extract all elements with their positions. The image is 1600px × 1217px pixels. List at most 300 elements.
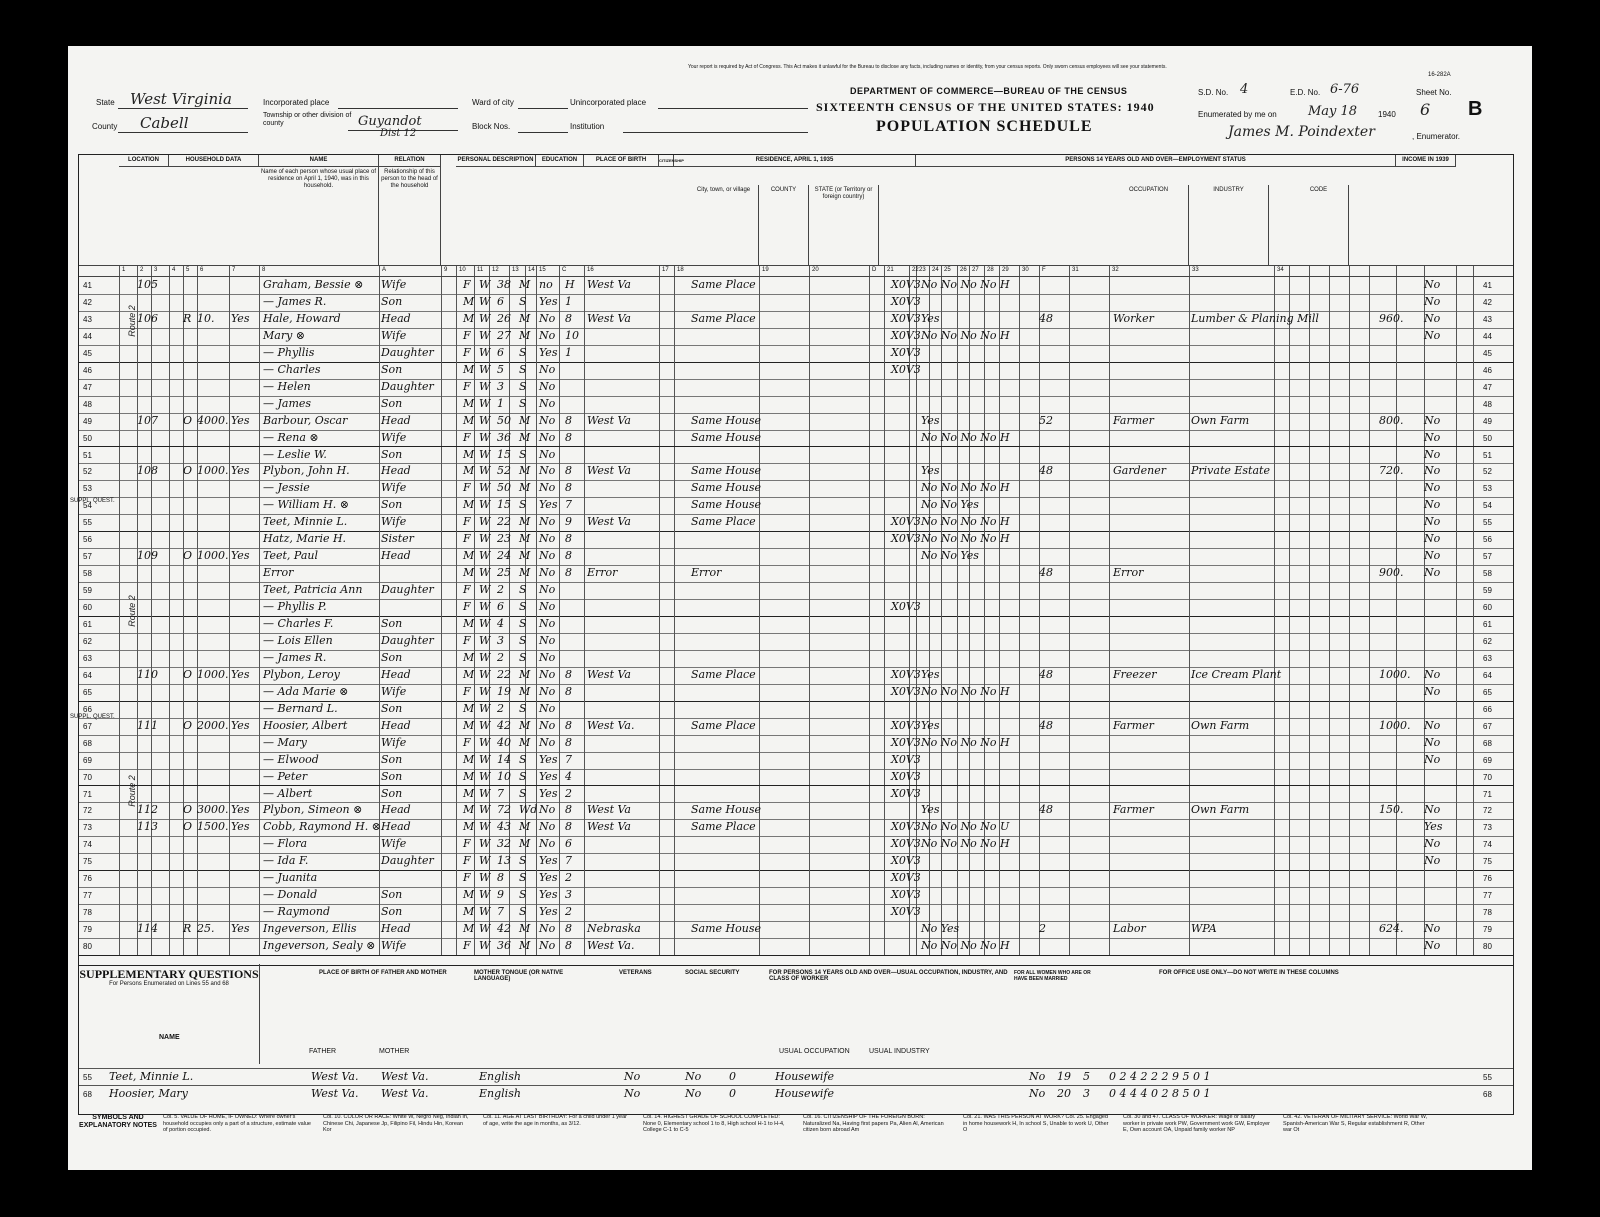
cell-ms: S [519, 396, 527, 410]
cell-birth: West Va [587, 464, 631, 478]
line-right: 53 [1483, 484, 1492, 494]
cell-code: X0V3 [891, 718, 921, 732]
department-title: DEPARTMENT OF COMMERCE—BUREAU OF THE CENSUS [850, 86, 1128, 96]
line-right: 45 [1483, 348, 1492, 358]
cell-sex: M [463, 701, 475, 715]
cell-grade: 10 [565, 328, 579, 342]
cell-sex: F [463, 532, 471, 546]
cell-name: Plybon, John H. [263, 464, 350, 478]
cell-school: No [539, 481, 556, 495]
cell-sex: M [463, 362, 475, 376]
cell-school: Yes [539, 294, 558, 308]
cell-age: 43 [497, 820, 511, 834]
column-number: D [872, 267, 877, 273]
cell-name: — Donald [263, 888, 318, 902]
cell-ms: S [519, 633, 527, 647]
group-education: EDUCATION [536, 155, 584, 167]
cell-age: 24 [497, 549, 511, 563]
cell-line: 67 [83, 721, 92, 731]
township-sub: Dist 12 [380, 128, 417, 139]
supp-cell-ss: No [685, 1070, 702, 1083]
note-veteran: Col. 42. VETERAN OF MILITARY SERVICE: World War W, Spanish-American War S, Regular establishment R, Other war Ot [1283, 1114, 1428, 1133]
cell-school: No [539, 515, 556, 529]
cell-age: 19 [497, 684, 511, 698]
cell-school: Yes [539, 498, 558, 512]
table-row [79, 752, 1513, 770]
cell-code: X0V3 [891, 294, 921, 308]
cell-line: 74 [83, 840, 92, 850]
column-number: 11 [477, 267, 484, 273]
cell-occ: Freezer [1113, 667, 1157, 681]
column-number: 31 [1072, 267, 1079, 273]
cell-sex: F [463, 515, 471, 529]
cell-grade: 8 [565, 311, 572, 325]
cell-name: — James R. [263, 650, 327, 664]
margin-suppl-2: SUPPL. QUEST. [70, 714, 115, 720]
cell-race: W [479, 278, 491, 291]
cell-ms: M [519, 328, 531, 342]
cell-race: W [479, 922, 491, 936]
cell-rel: Son [381, 888, 403, 902]
supp-birth-header: PLACE OF BIRTH OF FATHER AND MOTHER [319, 970, 447, 976]
cell-hours: 48 [1039, 311, 1053, 325]
cell-res: Same Place [691, 820, 756, 834]
cell-line: 64 [83, 670, 92, 680]
cell-age: 14 [497, 752, 511, 766]
cell-res: Same Place [691, 311, 756, 325]
cell-house: 107 [137, 413, 158, 427]
population-table [78, 154, 1514, 966]
sheet-label: Sheet No. [1416, 88, 1452, 97]
cell-line: 58 [83, 569, 92, 579]
cell-line: 73 [83, 823, 92, 833]
cell-emp: No No No No H [921, 328, 1010, 342]
cell-rel: Daughter [381, 345, 434, 359]
cell-race: W [479, 345, 491, 359]
cell-line: 43 [83, 314, 92, 324]
cell-own: O [183, 464, 193, 478]
cell-rel: Head [381, 803, 411, 817]
cell-other: No [1424, 328, 1441, 342]
cell-age: 13 [497, 854, 511, 868]
cell-age: 5 [497, 362, 504, 376]
cell-ind: Own Farm [1191, 413, 1250, 427]
cell-rel: Son [381, 396, 403, 410]
column-number: 29 [1002, 267, 1009, 273]
cell-ind: Lumber & Planing Mill [1191, 311, 1319, 325]
cell-other: No [1424, 532, 1441, 546]
line-right: 75 [1483, 857, 1492, 867]
supplementary-title-box [79, 964, 260, 1064]
table-row [79, 548, 1513, 566]
cell-birth: West Va [587, 515, 631, 529]
cell-rel: Son [381, 294, 403, 308]
supp-cell-tongue: English [479, 1070, 521, 1083]
line-right: 79 [1483, 925, 1492, 935]
cell-name: — Phyllis P. [263, 600, 327, 614]
cell-race: W [479, 515, 491, 529]
cell-grade: 3 [565, 888, 572, 902]
cell-wage: 960. [1379, 311, 1404, 325]
column-number: 25 [944, 267, 951, 273]
cell-res: Same House [691, 922, 761, 936]
cell-line: 68 [83, 738, 92, 748]
cell-race: W [479, 498, 491, 512]
note-race: Col. 10. COLOR OR RACE: White W, Negro Neg, Indian In, Chinese Chi, Japanese Jp, Filipino Fil, Hindu Hin, Korean Kor [323, 1114, 469, 1133]
cell-code: X0V3 [891, 600, 921, 614]
cell-res: Same House [691, 464, 761, 478]
cell-rel: Head [381, 311, 411, 325]
cell-ms: S [519, 447, 527, 461]
cell-ms: S [519, 583, 527, 597]
line-right: 56 [1483, 535, 1492, 545]
cell-code: X0V3 [891, 667, 921, 681]
cell-race: W [479, 718, 491, 732]
enumerator-signature: James M. Poindexter [1228, 124, 1375, 140]
cell-line: 41 [83, 281, 92, 290]
enumerated-label: Enumerated by me on [1198, 110, 1277, 119]
cell-emp: No No No No H [921, 430, 1010, 444]
table-row [79, 786, 1513, 804]
cell-name: — Jessie [263, 481, 310, 495]
cell-school: Yes [539, 888, 558, 902]
table-row [79, 667, 1513, 685]
cell-race: W [479, 905, 491, 919]
cell-birth: West Va. [587, 939, 635, 953]
cell-ms: S [519, 650, 527, 664]
line-right: 66 [1483, 704, 1492, 714]
cell-age: 52 [497, 464, 511, 478]
group-name: NAME [259, 155, 379, 167]
cell-name: Plybon, Simeon ⊗ [263, 803, 363, 817]
group-household: HOUSEHOLD DATA [169, 155, 259, 167]
margin-route-1: Route 2 [126, 305, 137, 337]
column-number: 7 [232, 267, 236, 273]
cell-ms: M [519, 922, 531, 936]
cell-farm: Yes [231, 311, 250, 325]
table-row [79, 480, 1513, 498]
cell-race: W [479, 600, 491, 614]
cell-age: 42 [497, 718, 511, 732]
cell-name: — James R. [263, 294, 327, 308]
cell-age: 9 [497, 888, 504, 902]
cell-own: O [183, 820, 193, 834]
cell-name: Teet, Patricia Ann [263, 583, 363, 597]
cell-rel: Head [381, 549, 411, 563]
cell-name: — Mary [263, 735, 307, 749]
cell-birth: West Va [587, 413, 631, 427]
cell-code: X0V3 [891, 820, 921, 834]
cell-ms: M [519, 820, 531, 834]
cell-val: 1000. [197, 464, 229, 478]
cell-line: 61 [83, 620, 92, 629]
cell-rel: Son [381, 498, 403, 512]
table-row [79, 413, 1513, 431]
supp-cell-ss2: 0 [729, 1070, 736, 1083]
supp-cell-occ: Housewife [775, 1070, 834, 1083]
cell-sex: F [463, 278, 471, 291]
industry-col: INDUSTRY [1189, 185, 1269, 265]
cell-sex: F [463, 854, 471, 868]
cell-occ: Farmer [1113, 413, 1154, 427]
cell-grade: 7 [565, 498, 572, 512]
cell-rel: Wife [381, 939, 407, 953]
cell-house: 114 [137, 922, 158, 936]
cell-birth: West Va [587, 667, 631, 681]
cell-code: X0V3 [891, 311, 921, 325]
supp-mother: MOTHER [379, 1048, 410, 1055]
cell-birth: West Va [587, 820, 631, 834]
cell-name: — Rena ⊗ [263, 430, 319, 444]
cell-ms: S [519, 362, 527, 376]
supp-father: FATHER [309, 1048, 337, 1055]
cell-sex: M [463, 311, 475, 325]
cell-line: 63 [83, 653, 92, 663]
cell-ms: S [519, 294, 527, 308]
cell-name: Ingeverson, Sealy ⊗ [263, 939, 376, 953]
line-right: 61 [1483, 620, 1492, 629]
cell-name: — Ada Marie ⊗ [263, 684, 349, 698]
cell-race: W [479, 362, 491, 376]
table-row [79, 396, 1513, 414]
column-number: 15 [539, 267, 546, 273]
cell-res: Same House [691, 498, 761, 512]
cell-name: — Albert [263, 786, 313, 800]
cell-school: No [539, 362, 556, 376]
cell-rel: Son [381, 752, 403, 766]
cell-name: — Peter [263, 769, 308, 783]
cell-sex: M [463, 922, 475, 936]
supp-cell-name: Hoosier, Mary [109, 1087, 188, 1100]
cell-res: Same Place [691, 718, 756, 732]
cell-occ: Worker [1113, 311, 1154, 325]
line-right: 52 [1483, 467, 1492, 477]
supp-cell-father: West Va. [311, 1070, 359, 1083]
cell-age: 6 [497, 294, 504, 308]
cell-hours: 48 [1039, 667, 1053, 681]
line-right: 42 [1483, 297, 1492, 307]
column-number: 16 [587, 267, 594, 273]
cell-farm: Yes [231, 922, 250, 936]
margin-route-3: Route 2 [126, 775, 137, 807]
cell-race: W [479, 667, 491, 681]
column-number: 17 [662, 267, 669, 273]
cell-emp: Yes [921, 718, 940, 732]
cell-name: — Ida F. [263, 854, 309, 868]
cell-sex: F [463, 481, 471, 495]
cell-val: 3000. [197, 803, 229, 817]
table-row [79, 650, 1513, 668]
supp-cell-kids: 3 [1083, 1087, 1090, 1100]
township-label: Township or other division of county [263, 112, 352, 127]
cell-hours: 2 [1039, 922, 1046, 936]
cell-own: O [183, 718, 193, 732]
cell-age: 42 [497, 922, 511, 936]
cell-other: No [1424, 515, 1441, 529]
cell-other: No [1424, 311, 1441, 325]
cell-race: W [479, 820, 491, 834]
enumerator-label: , Enumerator. [1412, 132, 1461, 141]
cell-ms: Wd [519, 803, 538, 817]
cell-grade: 1 [565, 294, 572, 308]
cell-race: W [479, 464, 491, 478]
cell-code: X0V3 [891, 328, 921, 342]
supp-office: FOR OFFICE USE ONLY—DO NOT WRITE IN THESE COLUMNS [1159, 970, 1339, 976]
cell-school: No [539, 803, 556, 817]
line-right: 67 [1483, 721, 1492, 731]
column-number: 28 [987, 267, 994, 273]
cell-rel: Head [381, 464, 411, 478]
column-number: 20 [812, 267, 819, 273]
cell-school: No [539, 566, 556, 580]
cell-school: No [539, 600, 556, 614]
cell-sex: M [463, 447, 475, 461]
line-right: 80 [1483, 942, 1492, 952]
cell-ms: M [519, 532, 531, 546]
cell-name: — Flora [263, 837, 308, 851]
column-number: 23 [919, 267, 926, 273]
column-number: 26 [960, 267, 967, 273]
cell-name: — Helen [263, 379, 311, 393]
cell-school: No [539, 379, 556, 393]
cell-house: 105 [137, 278, 158, 291]
column-number: 18 [677, 267, 684, 273]
cell-race: W [479, 650, 491, 664]
cell-line: 56 [83, 535, 92, 545]
cell-sex: M [463, 905, 475, 919]
cell-other: No [1424, 566, 1441, 580]
table-row [79, 379, 1513, 397]
cell-line: 46 [83, 365, 92, 375]
cell-sex: M [463, 549, 475, 563]
cell-school: No [539, 532, 556, 546]
cell-school: Yes [539, 769, 558, 783]
cell-age: 40 [497, 735, 511, 749]
cell-school: No [539, 701, 556, 715]
column-number: 4 [172, 267, 176, 273]
cell-wage: 1000. [1379, 667, 1411, 681]
line-right: 64 [1483, 670, 1492, 680]
cell-grade: 2 [565, 871, 572, 885]
group-birth: PLACE OF BIRTH [584, 155, 659, 167]
margin-route-2: Route 2 [126, 595, 137, 627]
line-right: 76 [1483, 874, 1492, 884]
cell-ms: M [519, 515, 531, 529]
table-row [79, 904, 1513, 922]
cell-house: 110 [137, 667, 158, 681]
cell-name: — Leslie W. [263, 447, 327, 461]
cell-age: 1 [497, 396, 504, 410]
cell-race: W [479, 396, 491, 410]
cell-ms: S [519, 498, 527, 512]
table-row [79, 802, 1513, 820]
cell-line: 78 [83, 908, 92, 918]
cell-rel: Wife [381, 684, 407, 698]
unincorporated-label: Unincorporated place [570, 98, 647, 107]
supp-cell-codes: 0 4 4 4 0 2 8 5 0 1 [1109, 1087, 1211, 1100]
cell-race: W [479, 786, 491, 800]
cell-line: 55 [83, 518, 92, 528]
cell-school: No [539, 430, 556, 444]
cell-ms: M [519, 684, 531, 698]
cell-wage: 624. [1379, 922, 1404, 936]
cell-sex: M [463, 769, 475, 783]
cell-res: Same Place [691, 515, 756, 529]
supp-cell-occ: Housewife [775, 1087, 834, 1100]
cell-school: No [539, 396, 556, 410]
cell-code: X0V3 [891, 532, 921, 546]
table-row [79, 870, 1513, 888]
cell-school: No [539, 311, 556, 325]
cell-other: No [1424, 922, 1441, 936]
cell-name: Hoosier, Albert [263, 718, 348, 732]
ed-value: 6-76 [1330, 82, 1360, 97]
cell-sex: F [463, 871, 471, 885]
cell-res: Same House [691, 803, 761, 817]
cell-own: O [183, 667, 193, 681]
cell-hours: 48 [1039, 718, 1053, 732]
cell-school: No [539, 939, 556, 953]
cell-farm: Yes [231, 820, 250, 834]
cell-rel: Head [381, 922, 411, 936]
cell-race: W [479, 854, 491, 868]
cell-rel: Son [381, 447, 403, 461]
cell-age: 50 [497, 481, 511, 495]
cell-grade: H [565, 278, 575, 291]
cell-race: W [479, 549, 491, 563]
column-number: A [382, 267, 387, 273]
supp-cell-codes: 0 2 4 2 2 2 9 5 0 1 [1109, 1070, 1211, 1083]
cell-race: W [479, 684, 491, 698]
cell-rel: Wife [381, 328, 407, 342]
column-number: 12 [492, 267, 499, 273]
supp-cell-kids: 5 [1083, 1070, 1090, 1083]
supp-women: FOR ALL WOMEN WHO ARE OR HAVE BEEN MARRIED [1014, 970, 1091, 982]
cell-code: X0V3 [891, 905, 921, 919]
cell-farm: Yes [231, 803, 250, 817]
cell-rel: Daughter [381, 379, 434, 393]
ward-label: Ward of city [472, 98, 514, 107]
cell-ms: S [519, 888, 527, 902]
cell-res: Same House [691, 430, 761, 444]
cell-line: 49 [83, 416, 92, 426]
cell-rel: Sister [381, 532, 414, 546]
institution-label: Institution [570, 122, 605, 131]
table-row [79, 328, 1513, 346]
cell-other: No [1424, 294, 1441, 308]
cell-name: Teet, Paul [263, 549, 318, 563]
census-sheet [68, 46, 1532, 1170]
cell-sex: F [463, 328, 471, 342]
cell-line: 80 [83, 942, 92, 952]
cell-wage: 150. [1379, 803, 1404, 817]
column-number: 2 [140, 267, 144, 273]
cell-rel: Son [381, 617, 403, 630]
cell-other: No [1424, 684, 1441, 698]
supp-name-col: NAME [159, 1034, 180, 1041]
cell-val: 1500. [197, 820, 229, 834]
cell-val: 1000. [197, 667, 229, 681]
cell-sex: M [463, 718, 475, 732]
cell-name: Plybon, Leroy [263, 667, 340, 681]
line-right: 58 [1483, 569, 1492, 579]
table-row [79, 819, 1513, 837]
cell-emp: No No No No H [921, 684, 1010, 698]
cell-name: Ingeverson, Ellis [263, 922, 357, 936]
cell-farm: Yes [231, 413, 250, 427]
table-row [79, 514, 1513, 532]
cell-own: O [183, 413, 193, 427]
